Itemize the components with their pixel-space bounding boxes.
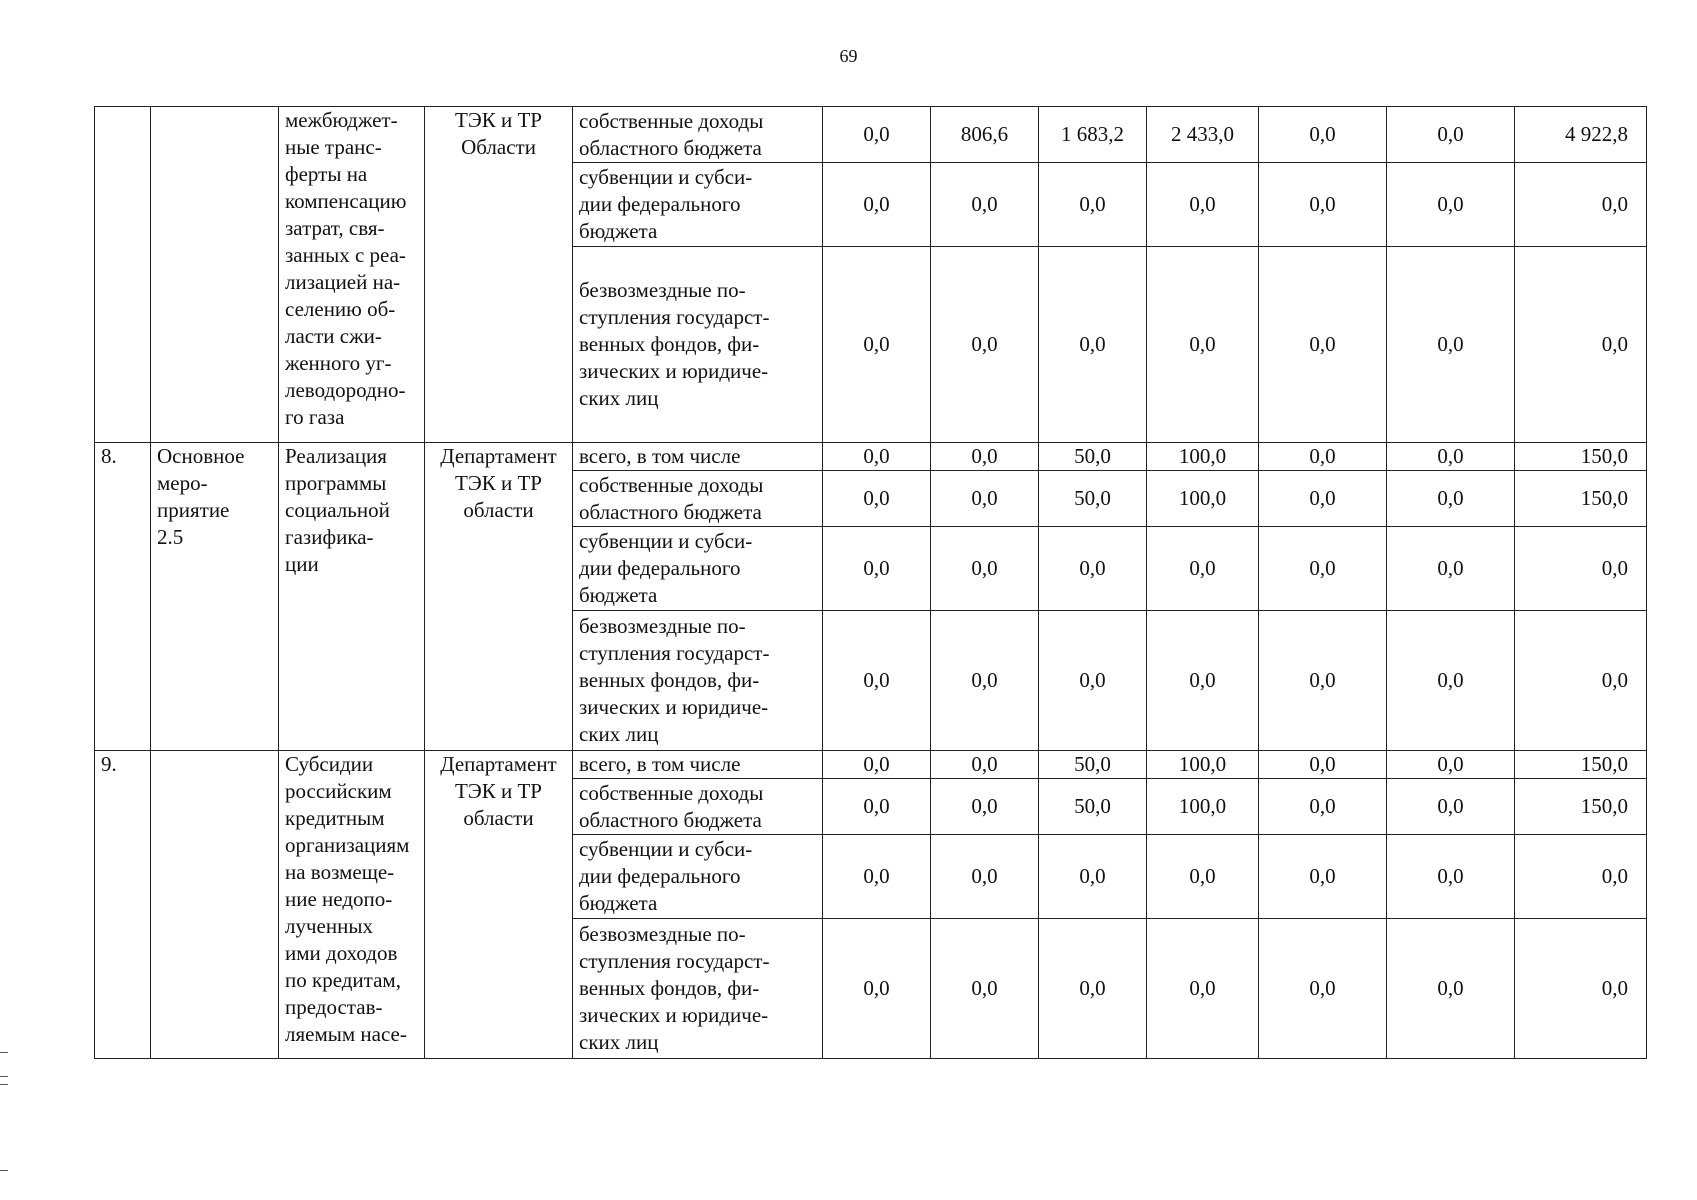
measure-name-line: ласти сжи-: [285, 324, 382, 348]
funding-source-line: ступления государст-: [579, 949, 770, 973]
year-value-cell: 0,0: [1387, 835, 1515, 919]
funding-source-cell: [573, 107, 823, 163]
measure-name-line: по кредитам,: [285, 968, 401, 992]
year-value-cell: 0,0: [1039, 247, 1147, 443]
year-value-cell: 0,0: [1039, 527, 1147, 611]
total-value-cell: 150,0: [1515, 471, 1647, 527]
funding-source-line: безвозмездные по-: [579, 278, 746, 302]
year-value-cell: 50,0: [1039, 751, 1147, 779]
executor-line: Департамент: [440, 444, 557, 468]
year-value-cell: 0,0: [1259, 779, 1387, 835]
year-value-cell: 0,0: [1147, 611, 1259, 751]
measure-name-line: межбюджет-: [285, 108, 398, 132]
row-number-cell: [95, 107, 151, 443]
funding-source-line: ских лиц: [579, 722, 659, 746]
year-value-cell: 0,0: [1259, 471, 1387, 527]
executor-cell: [425, 107, 573, 443]
funding-source-cell: [573, 527, 823, 611]
year-value-cell: 100,0: [1147, 751, 1259, 779]
event-cell: [151, 751, 279, 1059]
measure-name-line: го газа: [285, 405, 345, 429]
funding-source-line: областного бюджета: [579, 807, 762, 832]
year-value-cell: 100,0: [1147, 779, 1259, 835]
event-cell: [151, 107, 279, 443]
funding-source-line: собственные доходы: [579, 780, 764, 805]
year-value-cell: 0,0: [1039, 611, 1147, 751]
funding-source-cell: [573, 751, 823, 779]
funding-source-line: ских лиц: [579, 1030, 659, 1054]
year-value-cell: 0,0: [931, 443, 1039, 471]
page-number: 69: [839, 46, 858, 66]
year-value-cell: 0,0: [1259, 611, 1387, 751]
year-value-cell: 2 433,0: [1147, 107, 1259, 163]
year-value-cell: 0,0: [1147, 527, 1259, 611]
year-value-cell: 0,0: [1387, 611, 1515, 751]
year-value-cell: 0,0: [931, 751, 1039, 779]
measure-name-line: лученных: [285, 914, 373, 938]
funding-source-cell: [573, 611, 823, 751]
scan-mark: [0, 1170, 8, 1171]
funding-source-line: зических и юридиче-: [579, 695, 769, 719]
scan-mark: [0, 1052, 8, 1053]
year-value-cell: 0,0: [1039, 919, 1147, 1059]
total-value-cell: 4 922,8: [1515, 107, 1647, 163]
measure-name-line: селению об-: [285, 297, 396, 321]
year-value-cell: 0,0: [931, 919, 1039, 1059]
table-row: [95, 751, 1647, 779]
event-line: приятие: [157, 498, 230, 522]
measure-name-line: ные транс-: [285, 135, 382, 159]
executor-line: ТЭК и ТР: [455, 471, 542, 495]
funding-source-line: ступления государст-: [579, 641, 770, 665]
funding-source-line: собственные доходы: [579, 472, 764, 497]
measure-name-line: женного уг-: [285, 351, 392, 375]
funding-source-line: ских лиц: [579, 386, 659, 410]
total-value-cell: 0,0: [1515, 247, 1647, 443]
executor-line: области: [463, 498, 534, 522]
budget-table: [94, 106, 1647, 1059]
year-value-cell: 50,0: [1039, 443, 1147, 471]
year-value-cell: 0,0: [1387, 247, 1515, 443]
funding-source-line: бюджета: [579, 891, 658, 915]
funding-source-line: безвозмездные по-: [579, 614, 746, 638]
executor-line: Области: [461, 135, 536, 159]
funding-source-line: дии федерального: [579, 192, 741, 216]
year-value-cell: 0,0: [931, 611, 1039, 751]
funding-source-line: венных фондов, фи-: [579, 332, 760, 356]
table-row: [95, 107, 1647, 163]
year-value-cell: 0,0: [931, 163, 1039, 247]
funding-source-line: субвенции и субси-: [579, 165, 753, 189]
funding-source-line: зических и юридиче-: [579, 1003, 769, 1027]
measure-name-line: ферты на: [285, 162, 368, 186]
measure-name-line: на возмеще-: [285, 860, 395, 884]
year-value-cell: 0,0: [1387, 443, 1515, 471]
year-value-cell: 0,0: [1387, 527, 1515, 611]
funding-source-line: безвозмездные по-: [579, 922, 746, 946]
funding-source-cell: [573, 471, 823, 527]
year-value-cell: 1 683,2: [1039, 107, 1147, 163]
measure-name-line: газифика-: [285, 525, 374, 549]
measure-name-line: ние недопо-: [285, 887, 393, 911]
measure-name-line: ляемым насе-: [285, 1022, 407, 1046]
measure-name-line: ими доходов: [285, 941, 398, 965]
executor-line: ТЭК и ТР: [455, 779, 542, 803]
year-value-cell: 0,0: [1259, 107, 1387, 163]
funding-source-cell: [573, 443, 823, 471]
scan-mark: [0, 1084, 8, 1085]
measure-name-line: лизацией на-: [285, 270, 401, 294]
measure-name-cell: [279, 443, 425, 751]
year-value-cell: 0,0: [1259, 163, 1387, 247]
funding-source-line: дии федерального: [579, 556, 741, 580]
year-value-cell: 0,0: [931, 779, 1039, 835]
year-value-cell: 0,0: [1387, 919, 1515, 1059]
total-value-cell: 150,0: [1515, 443, 1647, 471]
year-value-cell: 0,0: [1387, 163, 1515, 247]
measure-name-line: занных с реа-: [285, 243, 406, 267]
funding-source-line: венных фондов, фи-: [579, 668, 760, 692]
row-number-cell: 8.: [95, 443, 151, 751]
total-value-cell: 0,0: [1515, 835, 1647, 919]
funding-source-cell: [573, 919, 823, 1059]
year-value-cell: 0,0: [1039, 835, 1147, 919]
executor-cell: [425, 443, 573, 751]
funding-source-line: бюджета: [579, 219, 658, 243]
total-value-cell: 0,0: [1515, 611, 1647, 751]
funding-source-line: бюджета: [579, 583, 658, 607]
funding-source-line: собственные доходы: [579, 108, 764, 133]
measure-name-line: затрат, свя-: [285, 216, 385, 240]
year-value-cell: 0,0: [931, 835, 1039, 919]
funding-source-line: субвенции и субси-: [579, 837, 753, 861]
year-value-cell: 0,0: [1039, 163, 1147, 247]
funding-source-line: областного бюджета: [579, 135, 762, 160]
year-value-cell: 50,0: [1039, 779, 1147, 835]
measure-name-line: леводородно-: [285, 378, 406, 402]
year-value-cell: 0,0: [823, 471, 931, 527]
year-value-cell: 0,0: [1259, 247, 1387, 443]
year-value-cell: 0,0: [1259, 443, 1387, 471]
year-value-cell: 0,0: [1259, 527, 1387, 611]
executor-cell: [425, 751, 573, 1059]
measure-name-line: Субсидии: [285, 752, 374, 776]
measure-name-line: Реализация: [285, 444, 387, 468]
funding-source-cell: [573, 835, 823, 919]
measure-name-line: российским: [285, 779, 392, 803]
year-value-cell: 0,0: [1259, 751, 1387, 779]
year-value-cell: 0,0: [823, 919, 931, 1059]
funding-source-line: венных фондов, фи-: [579, 976, 760, 1000]
funding-source-line: всего, в том числе: [579, 752, 741, 776]
measure-name-line: ции: [285, 552, 319, 576]
total-value-cell: 0,0: [1515, 919, 1647, 1059]
executor-line: ТЭК и ТР: [455, 108, 542, 132]
measure-name-line: кредитным: [285, 806, 385, 830]
measure-name-line: компенсацию: [285, 189, 407, 213]
funding-source-line: областного бюджета: [579, 499, 762, 524]
year-value-cell: 100,0: [1147, 443, 1259, 471]
year-value-cell: 0,0: [1259, 919, 1387, 1059]
year-value-cell: 0,0: [1387, 751, 1515, 779]
year-value-cell: 100,0: [1147, 471, 1259, 527]
event-line: меро-: [157, 471, 208, 495]
year-value-cell: 50,0: [1039, 471, 1147, 527]
year-value-cell: 0,0: [931, 471, 1039, 527]
executor-line: Департамент: [440, 752, 557, 776]
year-value-cell: 0,0: [823, 443, 931, 471]
total-value-cell: 0,0: [1515, 163, 1647, 247]
year-value-cell: 0,0: [931, 527, 1039, 611]
event-cell: [151, 443, 279, 751]
year-value-cell: 0,0: [1387, 779, 1515, 835]
year-value-cell: 0,0: [823, 751, 931, 779]
measure-name-cell: [279, 751, 425, 1059]
year-value-cell: 806,6: [931, 107, 1039, 163]
scan-mark: [0, 1076, 8, 1077]
funding-source-line: зических и юридиче-: [579, 359, 769, 383]
measure-name-line: социальной: [285, 498, 390, 522]
year-value-cell: 0,0: [823, 835, 931, 919]
table-row: [95, 443, 1647, 471]
year-value-cell: 0,0: [823, 779, 931, 835]
event-line: Основное: [157, 444, 245, 468]
year-value-cell: 0,0: [1147, 163, 1259, 247]
year-value-cell: 0,0: [823, 107, 931, 163]
year-value-cell: 0,0: [1147, 919, 1259, 1059]
measure-name-line: программы: [285, 471, 387, 495]
total-value-cell: 150,0: [1515, 751, 1647, 779]
funding-source-line: всего, в том числе: [579, 444, 741, 468]
measure-name-line: организациям: [285, 833, 410, 857]
year-value-cell: 0,0: [823, 611, 931, 751]
year-value-cell: 0,0: [931, 247, 1039, 443]
year-value-cell: 0,0: [823, 527, 931, 611]
year-value-cell: 0,0: [1387, 471, 1515, 527]
funding-source-cell: [573, 163, 823, 247]
funding-source-cell: [573, 247, 823, 443]
funding-source-line: субвенции и субси-: [579, 529, 753, 553]
year-value-cell: 0,0: [1147, 835, 1259, 919]
year-value-cell: 0,0: [1259, 835, 1387, 919]
event-line: 2.5: [157, 525, 184, 549]
year-value-cell: 0,0: [1147, 247, 1259, 443]
total-value-cell: 150,0: [1515, 779, 1647, 835]
row-number-cell: 9.: [95, 751, 151, 1059]
year-value-cell: 0,0: [823, 247, 931, 443]
funding-source-line: ступления государст-: [579, 305, 770, 329]
funding-source-line: дии федерального: [579, 864, 741, 888]
total-value-cell: 0,0: [1515, 527, 1647, 611]
measure-name-cell: [279, 107, 425, 443]
funding-source-cell: [573, 779, 823, 835]
measure-name-line: предостав-: [285, 995, 383, 1019]
year-value-cell: 0,0: [1387, 107, 1515, 163]
year-value-cell: 0,0: [823, 163, 931, 247]
executor-line: области: [463, 806, 534, 830]
